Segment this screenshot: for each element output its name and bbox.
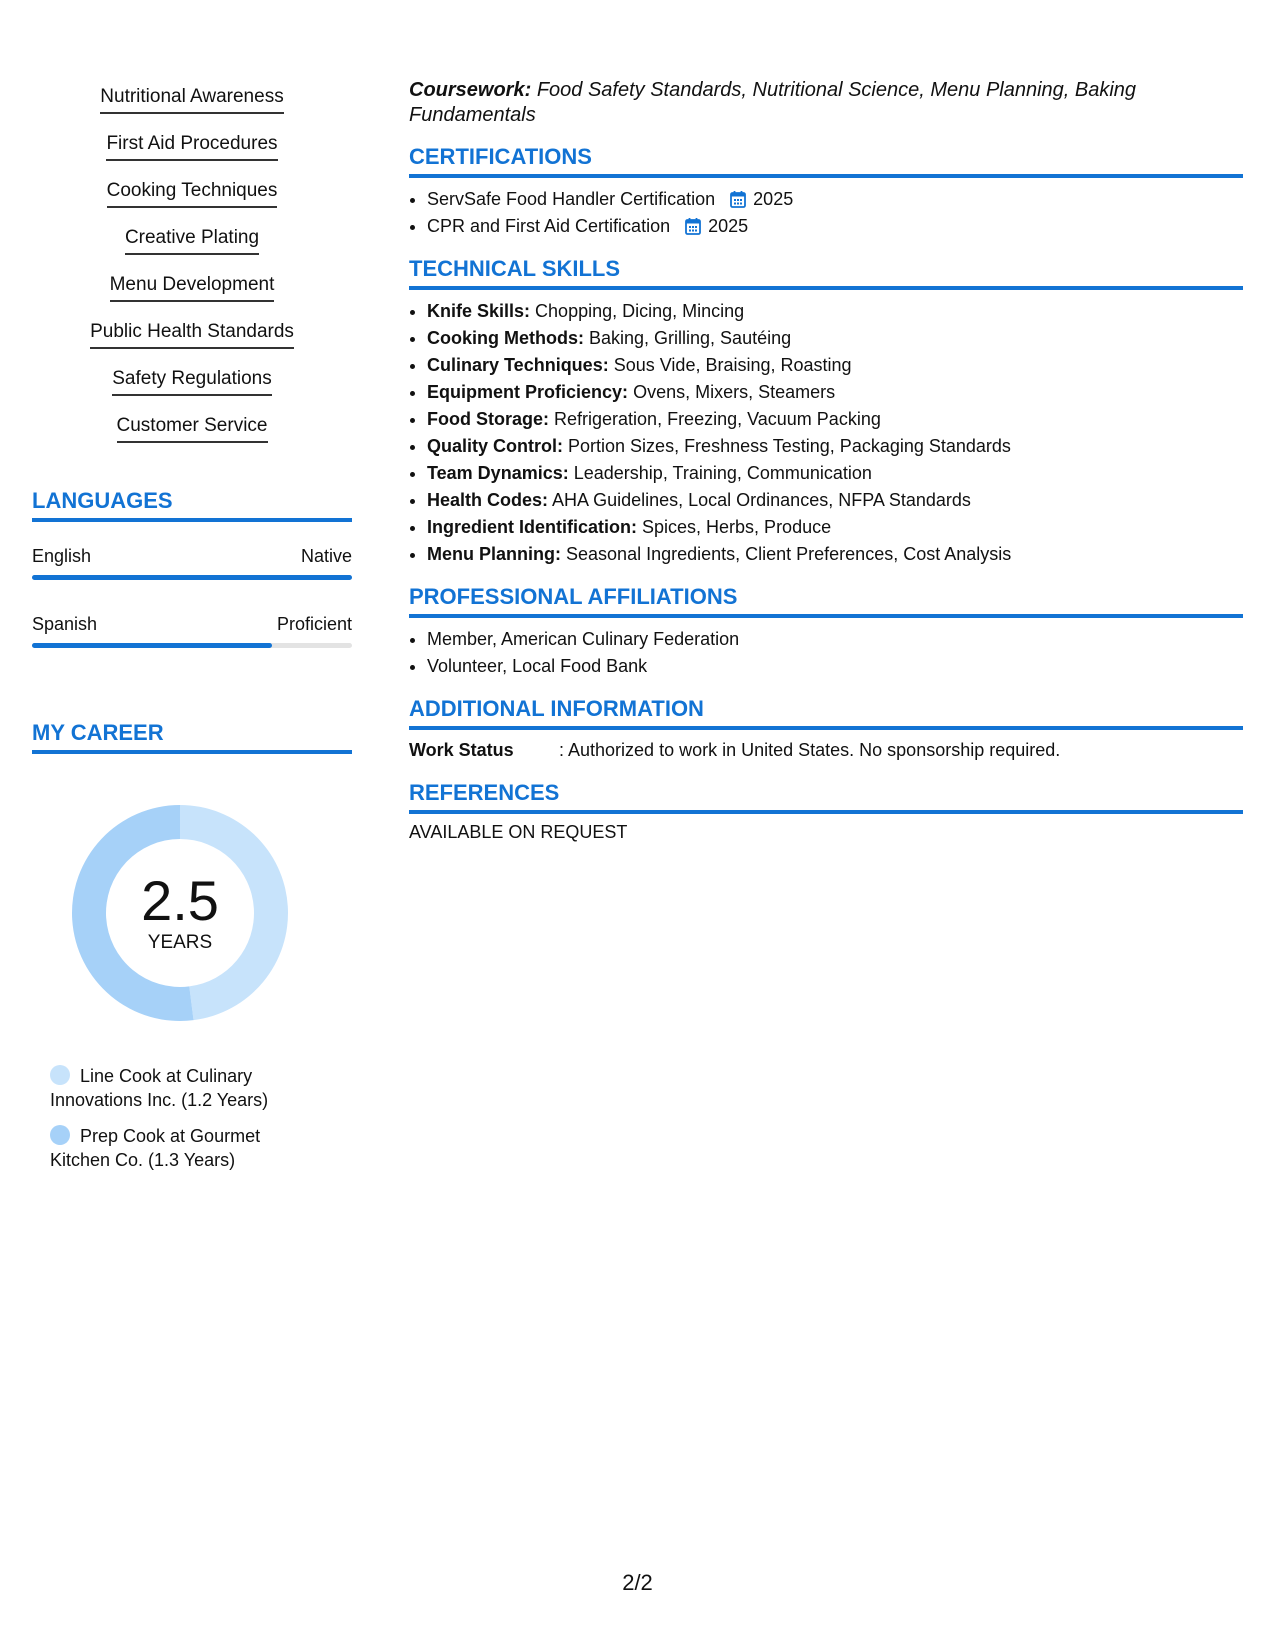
skill-value: Spices, Herbs, Produce — [642, 517, 832, 537]
career-donut-chart — [65, 798, 295, 1028]
affiliation-item: • Member, American Culinary Federation — [427, 626, 1243, 653]
certifications-list — [409, 186, 1243, 240]
technical-skill-item — [427, 406, 1243, 433]
skill-label: Food Storage: — [427, 409, 549, 429]
references-heading: REFERENCES — [409, 780, 1243, 814]
skill-tag: Nutritional Awareness — [100, 82, 283, 114]
technical-skill-item — [427, 298, 1243, 325]
language-level: Proficient — [276, 614, 352, 634]
skill-tag: Customer Service — [117, 411, 268, 443]
left-column — [32, 82, 352, 1184]
languages-list — [32, 546, 352, 648]
language-level-bar — [32, 575, 352, 580]
skill-label: Ingredient Identification: — [427, 517, 637, 537]
skill-tag: Cooking Techniques — [107, 176, 278, 208]
skill-label: Knife Skills: — [427, 301, 531, 321]
career-heading: MY CAREER — [32, 720, 352, 754]
legend-item — [50, 1124, 300, 1172]
languages-heading: LANGUAGES — [32, 488, 352, 522]
donut-center-label — [65, 798, 295, 1028]
work-status-value: : Authorized to work in United States. No sponsorship required. — [559, 740, 1061, 760]
calendar-icon — [730, 190, 746, 208]
calendar-icon — [685, 217, 701, 235]
coursework-label: Coursework: — [409, 79, 532, 101]
skill-tag: Safety Regulations — [112, 364, 272, 396]
language-level-bar — [32, 643, 352, 648]
certification-year: 2025 — [708, 216, 749, 236]
affiliation-item: • Volunteer, Local Food Bank — [427, 653, 1243, 680]
work-status-label: Work Status — [409, 740, 514, 760]
skill-value: Seasonal Ingredients, Client Preferences, Cost Analysis — [566, 544, 1012, 564]
language-name: English — [32, 546, 92, 566]
certification-name: CPR and First Aid Certification — [427, 216, 671, 236]
language-level-fill — [32, 575, 352, 580]
skill-value: Baking, Grilling, Sautéing — [589, 328, 792, 348]
career-legend — [50, 1064, 300, 1172]
language-item — [32, 546, 352, 580]
technical-skill-item — [427, 325, 1243, 352]
skill-label: Menu Planning: — [427, 544, 561, 564]
certification-name: ServSafe Food Handler Certification — [427, 189, 716, 209]
references-text: AVAILABLE ON REQUEST — [409, 822, 628, 842]
skill-label: Team Dynamics: — [427, 463, 569, 483]
skill-label: Quality Control: — [427, 436, 563, 456]
skill-tag: Creative Plating — [125, 223, 259, 255]
skill-value: Leadership, Training, Communication — [573, 463, 872, 483]
technical-skill-item — [427, 514, 1243, 541]
technical-skill-item — [427, 541, 1243, 568]
page-number: 2/2 — [622, 1570, 653, 1595]
language-level: Native — [300, 546, 352, 566]
language-level-fill — [32, 643, 272, 648]
legend-item — [50, 1064, 300, 1112]
certification-item — [427, 213, 1243, 240]
skill-value: AHA Guidelines, Local Ordinances, NFPA Standards — [552, 490, 971, 510]
right-column — [409, 78, 1243, 843]
skill-value: Refrigeration, Freezing, Vacuum Packing — [554, 409, 881, 429]
career-total-years: 2.5 — [141, 869, 219, 932]
career-total-unit: YEARS — [147, 932, 213, 953]
skill-value: Chopping, Dicing, Mincing — [535, 301, 745, 321]
work-status-row — [409, 738, 1243, 762]
coursework — [409, 78, 1243, 128]
technical-skill-item — [427, 460, 1243, 487]
affiliations-heading: PROFESSIONAL AFFILIATIONS — [409, 584, 1243, 618]
legend-swatch — [50, 1125, 70, 1145]
skill-tag: First Aid Procedures — [106, 129, 277, 161]
certifications-heading: CERTIFICATIONS — [409, 144, 1243, 178]
technical-skills-heading: TECHNICAL SKILLS — [409, 256, 1243, 290]
technical-skill-item — [427, 487, 1243, 514]
certification-year: 2025 — [753, 189, 794, 209]
skill-label: Cooking Methods: — [427, 328, 584, 348]
skill-tag: Menu Development — [110, 270, 275, 302]
skill-label: Health Codes: — [427, 490, 549, 510]
skill-label: Equipment Proficiency: — [427, 382, 629, 402]
technical-skills-list — [409, 298, 1243, 568]
language-name: Spanish — [32, 614, 98, 634]
legend-swatch — [50, 1065, 70, 1085]
technical-skill-item — [427, 352, 1243, 379]
legend-label: Line Cook at Culinary Innovations Inc. (1.2 Years) — [50, 1066, 269, 1110]
coursework-text: Food Safety Standards, Nutritional Science, Menu Planning, Baking Fundamentals — [409, 79, 1137, 126]
language-item — [32, 614, 352, 648]
skill-value: Ovens, Mixers, Steamers — [633, 382, 836, 402]
legend-label: Prep Cook at Gourmet Kitchen Co. (1.3 Years) — [50, 1126, 261, 1170]
skill-value: Sous Vide, Braising, Roasting — [613, 355, 852, 375]
technical-skill-item — [427, 379, 1243, 406]
certification-item — [427, 186, 1243, 213]
skill-tag-list — [32, 82, 352, 458]
technical-skill-item — [427, 433, 1243, 460]
skill-value: Portion Sizes, Freshness Testing, Packaging Standards — [568, 436, 1011, 456]
skill-label: Culinary Techniques: — [427, 355, 609, 375]
affiliations-list — [409, 626, 1243, 680]
additional-info-heading: ADDITIONAL INFORMATION — [409, 696, 1243, 730]
skill-tag: Public Health Standards — [90, 317, 294, 349]
